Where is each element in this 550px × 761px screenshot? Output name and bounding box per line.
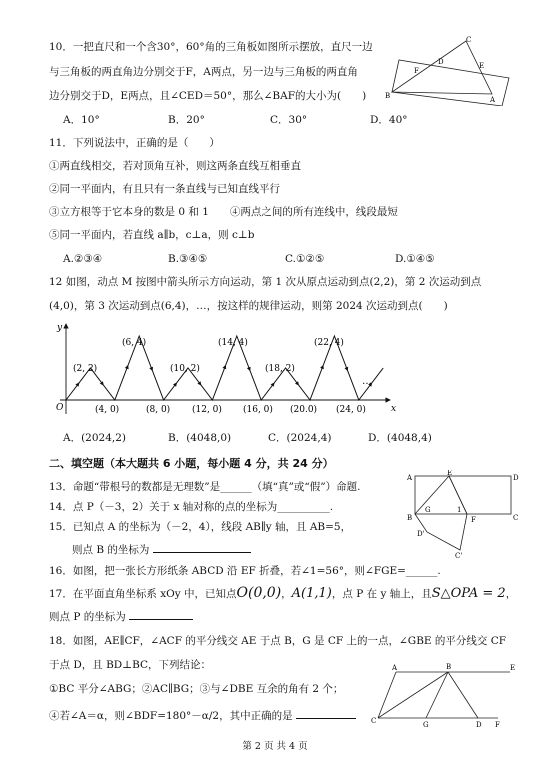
q10-fig-label: A	[490, 96, 496, 104]
q11-stem: 11．下列说法中，正确的是（ ）	[49, 137, 220, 149]
q16-fig-label: C	[513, 514, 519, 522]
point-label-20-0: (20.0)	[290, 405, 318, 415]
q11-option-d: D.①④⑤	[395, 253, 435, 265]
y-axis-label: y	[57, 323, 63, 333]
q16-fig-label: A	[407, 474, 413, 482]
q18-fig-label: G	[423, 721, 429, 729]
q10-fig-label: B	[385, 92, 391, 100]
point-label-24-0: (24, 0)	[336, 405, 366, 415]
q13-text: 13．命题“带根号的数都是无理数”是______（填“真”或“假”）命题.	[49, 481, 361, 493]
q14-text: 14．点 P（－3，2）关于 x 轴对称的点的坐标为__________.	[49, 501, 334, 513]
q16-fig-label: D	[513, 474, 519, 482]
q10-fig-label: F	[414, 67, 419, 75]
point-label-10-2: (10, 2)	[170, 364, 200, 374]
q10-fig-label: C	[466, 36, 472, 44]
q16-fig-label: 1	[457, 506, 462, 514]
q12-option-d: D．(4048,4)	[368, 432, 432, 444]
q10-line-2: 与三角板的两直角边分别交于F，A两点，另一边与三角板的两直角	[49, 66, 358, 78]
q17-line-2	[49, 609, 193, 624]
q15-answer-blank[interactable]	[153, 542, 251, 553]
q12-option-c: C．(2024,4)	[268, 432, 332, 444]
q11-statement-2: ②同一平面内，有且只有一条直线与已知直线平行	[49, 183, 280, 195]
q11-option-c: C.①②⑤	[285, 253, 325, 265]
segment-cb	[378, 672, 448, 718]
q16-figure	[405, 470, 520, 560]
point-label-2-2: (2, 2)	[73, 364, 98, 374]
q17-sep: ，	[281, 588, 292, 600]
q15-line-1: 15．已知点 A 的坐标为（－2，4），线段 AB∥y 轴，且 AB=5，	[49, 521, 352, 533]
q16-fig-label: F	[471, 516, 476, 524]
q12-line-2: (4,0)，第 3 次运动到点(6,4)，…，按这样的规律运动，则第 2024 次运动到点( )	[49, 300, 448, 312]
point-label-8-0: (8, 0)	[146, 405, 171, 415]
q10-line-3: 边分别交于D，E两点，且∠CED＝50°，那么∠BAF的大小为( )	[49, 90, 367, 102]
q17-end: ，	[505, 588, 517, 600]
q18-fig-label: B	[446, 663, 452, 671]
point-label-6-4: (6, 4)	[122, 338, 147, 348]
q10-fig-label: E	[479, 62, 485, 70]
q15-prompt: 则点 B 的坐标为	[72, 544, 150, 556]
q17-point-o: O(0,0)	[236, 585, 282, 601]
q18-line-1: 18．如图，AE∥CF，∠ACF 的平分线交 AE 于点 B，G 是 CF 上的一点，∠GBE 的平分线交 CF	[49, 635, 507, 647]
q11-statement-4: ⑤同一平面内，若直线 a∥b，c⊥a，则 c⊥b	[49, 229, 255, 241]
q18-fig-label: C	[371, 717, 377, 725]
q10-option-b: B．20°	[168, 114, 205, 126]
q17-line-1	[49, 583, 516, 604]
q16-fig-label: C'	[455, 552, 463, 560]
q11-statement-1: ①两直线相交，若对顶角互补，则这两条直线互相垂直	[49, 160, 301, 172]
q17-prompt: 则点 P 的坐标为	[49, 611, 126, 623]
q10-figure	[384, 36, 516, 106]
q10-option-a: A．10°	[63, 114, 100, 126]
q18-figure	[368, 660, 518, 732]
q16-text: 16．如图，把一张长方形纸条 ABCD 沿 EF 折叠，若∠1=56°，则∠FGE=______.	[49, 565, 441, 577]
section-heading: 二、填空题（本大题共 6 小题，每小题 4 分，共 24 分）	[49, 457, 334, 470]
q12-option-b: B．(4048,0)	[168, 432, 232, 444]
q10-line-1: 10．一把直尺和一个含30°，60°角的三角板如图所示摆放，直尺一边	[49, 41, 373, 53]
q16-fig-label: B	[407, 514, 413, 522]
q17-text-b: ，点 P 在 y 轴上，且	[331, 588, 432, 600]
q18-prompt: ④若∠A＝α，则∠BDF=180°－α/2，其中正确的是	[49, 710, 293, 722]
point-label-4-0: (4, 0)	[95, 405, 120, 415]
point-label-22-4: (22, 4)	[314, 338, 344, 348]
q11-statement-3: ③立方根等于它本身的数是 0 和 1 ④两点之间的所有连线中，线段最短	[49, 206, 398, 218]
q18-line-2: 于点 D，且 BD⊥BC，下列结论：	[49, 659, 212, 671]
q16-fig-label: G	[425, 506, 431, 514]
q10-option-c: C．30°	[270, 114, 308, 126]
q17-answer-blank[interactable]	[129, 609, 193, 620]
ellipsis: …	[362, 376, 372, 387]
q10-fig-label: D	[438, 58, 444, 66]
q12-line-1: 12 如图，动点 M 按图中箭头所示方向运动，第 1 次从原点运动到点(2,2)，第 2 次运动到点	[49, 276, 482, 288]
segment-bd	[448, 672, 478, 718]
point-label-16-0: (16, 0)	[243, 405, 273, 415]
q16-fig-label: E	[447, 470, 453, 477]
q16-fig-label: D'	[417, 530, 425, 538]
q18-line-4	[49, 708, 356, 723]
segment-ac	[378, 672, 396, 718]
point-label-18-2: (18, 2)	[265, 364, 295, 374]
q11-option-b: B.③④⑤	[168, 253, 208, 265]
q15-line-2	[72, 542, 251, 557]
q17-point-a: A(1,1)	[291, 586, 332, 601]
point-label-12-0: (12, 0)	[192, 405, 222, 415]
page-footer: 第 2 页 共 4 页	[242, 741, 308, 752]
q18-fig-label: A	[392, 664, 398, 672]
point-label-14-4: (14, 4)	[218, 338, 248, 348]
q11-option-a: A.②③④	[63, 253, 103, 265]
q17-area: S△OPA = 2	[431, 586, 506, 601]
q18-answer-blank[interactable]	[296, 708, 356, 719]
set-square-shape	[392, 41, 492, 94]
q12-figure	[50, 318, 400, 418]
q17-text-a: 17．在平面直角坐标系 xOy 中，已知点	[49, 588, 237, 600]
q18-fig-label: E	[510, 664, 516, 672]
q18-line-3: ①BC 平分∠ABG；②AC∥BG；③与∠DBE 互余的角有 2 个；	[49, 683, 344, 695]
q18-fig-label: D	[476, 721, 482, 729]
origin-label: O	[56, 403, 64, 413]
x-axis-label: x	[391, 404, 397, 414]
q18-fig-label: F	[495, 721, 500, 729]
q10-option-d: D．40°	[370, 114, 408, 126]
q12-option-a: A．(2024,2)	[63, 432, 127, 444]
